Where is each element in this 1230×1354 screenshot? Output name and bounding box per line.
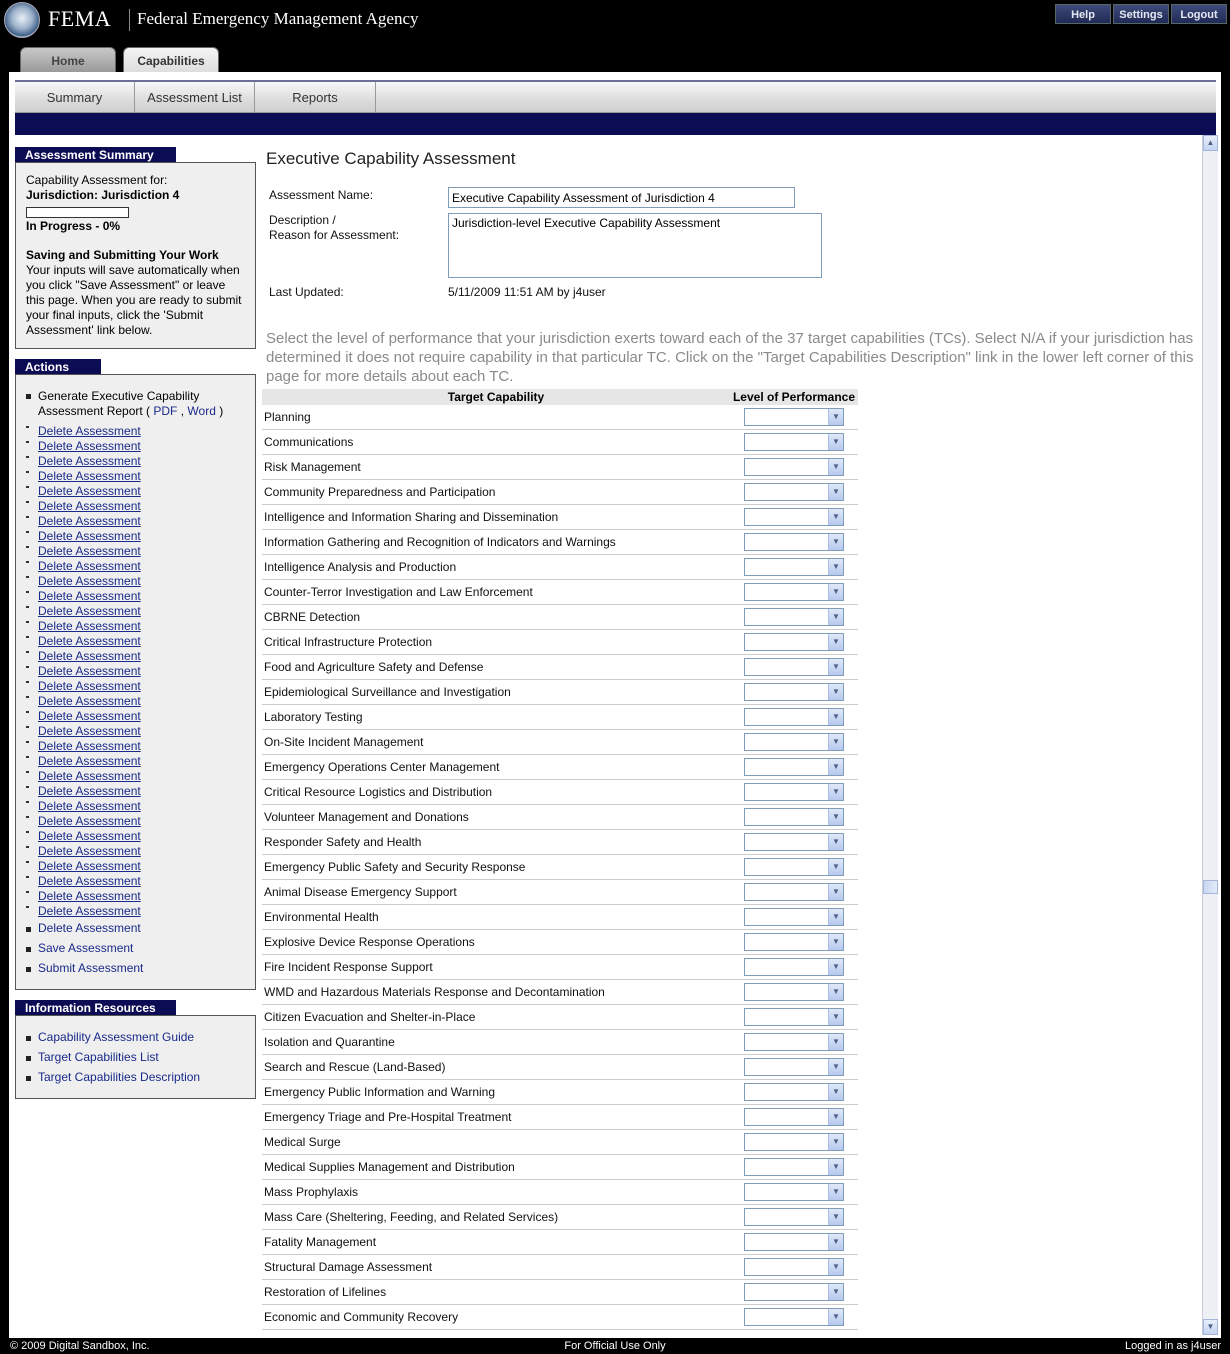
level-of-performance-select[interactable]: [744, 858, 844, 876]
table-row: [262, 1205, 858, 1230]
capability-name: Epidemiological Surveillance and Investigation: [264, 685, 511, 699]
chevron-down-icon[interactable]: ▼: [828, 1084, 843, 1100]
duplicate-delete-link[interactable]: Delete Assessment: [38, 529, 141, 543]
duplicate-delete-link[interactable]: Delete Assessment: [38, 829, 141, 843]
chevron-down-icon[interactable]: ▼: [828, 1209, 843, 1225]
table-row: [262, 1180, 858, 1205]
bullet-icon: [26, 456, 29, 458]
duplicate-delete-link[interactable]: Delete Assessment: [38, 604, 141, 618]
capability-name: Counter-Terror Investigation and Law Enforcement: [264, 585, 533, 599]
bullet-icon: [26, 756, 29, 758]
copyright-text: © 2009 Digital Sandbox, Inc.: [10, 1340, 150, 1352]
bullet-icon: [26, 471, 29, 473]
bullet-icon: [26, 726, 29, 728]
subnav-assessment-list[interactable]: Assessment List: [135, 82, 255, 113]
bullet-icon: [26, 546, 29, 548]
capability-name: CBRNE Detection: [264, 610, 361, 624]
jurisdiction-label: Jurisdiction: Jurisdiction 4: [26, 188, 180, 202]
header-divider: [129, 9, 130, 31]
level-of-performance-select[interactable]: [744, 1258, 844, 1276]
table-row: [262, 830, 858, 855]
table-row: [262, 1280, 858, 1305]
subnav-reports[interactable]: Reports: [255, 82, 376, 113]
description-textarea[interactable]: [448, 213, 822, 278]
actions-title: Actions: [15, 359, 101, 375]
chevron-down-icon[interactable]: ▼: [828, 409, 843, 425]
level-of-performance-select[interactable]: [744, 908, 844, 926]
chevron-down-icon[interactable]: ▼: [828, 1309, 843, 1325]
duplicate-delete-link[interactable]: Delete Assessment: [38, 694, 141, 708]
saving-line: this page. When you are ready to submit: [26, 293, 242, 307]
capability-name: Economic and Community Recovery: [264, 1310, 459, 1324]
bullet-icon: [26, 876, 29, 878]
table-row: [262, 705, 858, 730]
top-header: [0, 0, 1230, 72]
sub-navigation: [15, 80, 1216, 113]
duplicate-delete-link[interactable]: Delete Assessment: [38, 889, 141, 903]
chevron-down-icon[interactable]: ▼: [828, 1009, 843, 1025]
assessment-name-label: Assessment Name:: [269, 188, 374, 202]
chevron-down-icon[interactable]: ▼: [828, 684, 843, 700]
tab-home[interactable]: Home: [20, 47, 116, 72]
bullet-icon: [26, 947, 31, 952]
capability-name: Intelligence Analysis and Production: [264, 560, 457, 574]
table-row: [262, 955, 858, 980]
capability-name: Communications: [264, 435, 354, 449]
table-row: [262, 1055, 858, 1080]
level-of-performance-select[interactable]: [744, 608, 844, 626]
chevron-down-icon[interactable]: ▼: [828, 1159, 843, 1175]
reason-label: Reason for Assessment:: [269, 228, 400, 242]
capability-name: Critical Infrastructure Protection: [264, 635, 433, 649]
actions-panel: [15, 374, 256, 990]
bullet-icon: [26, 771, 29, 773]
saving-heading: Saving and Submitting Your Work: [26, 248, 219, 262]
chevron-down-icon[interactable]: ▼: [828, 1234, 843, 1250]
table-row: [262, 1305, 858, 1330]
level-of-performance-select[interactable]: [744, 1133, 844, 1151]
table-row: [262, 605, 858, 630]
capability-name: Medical Surge: [264, 1135, 341, 1149]
chevron-down-icon[interactable]: ▼: [828, 609, 843, 625]
level-of-performance-select[interactable]: [744, 758, 844, 776]
bullet-icon: [26, 681, 29, 683]
capability-name: Structural Damage Assessment: [264, 1260, 433, 1274]
table-row: [262, 530, 858, 555]
chevron-down-icon[interactable]: ▼: [828, 759, 843, 775]
level-of-performance-select[interactable]: [744, 833, 844, 851]
level-of-performance-select[interactable]: [744, 983, 844, 1001]
table-row: [262, 1130, 858, 1155]
description-label: Description /: [269, 213, 336, 227]
level-of-performance-select[interactable]: [744, 1108, 844, 1126]
progress-bar: [26, 207, 129, 218]
logout-button[interactable]: Logout: [1171, 4, 1227, 24]
instructions-text: Select the level of performance that your jurisdiction exerts toward each of the 37 target capabilities (TCs). Select N/A if your jurisdiction has determined it does not require capability in that particular TC. Click on the "Target Capabilities Description" link in the lower left corner of this page for more details about each TC.: [266, 330, 1194, 385]
chevron-down-icon[interactable]: ▼: [828, 509, 843, 525]
level-of-performance-select[interactable]: [744, 1083, 844, 1101]
table-row: [262, 780, 858, 805]
duplicate-delete-link[interactable]: Delete Assessment: [38, 844, 141, 858]
capability-name: Medical Supplies Management and Distribution: [264, 1160, 515, 1174]
capability-name: Information Gathering and Recognition of Indicators and Warnings: [264, 535, 616, 549]
bullet-icon: [26, 591, 29, 593]
capability-name: Volunteer Management and Donations: [264, 810, 469, 824]
table-row: [262, 480, 858, 505]
chevron-down-icon[interactable]: ▼: [828, 559, 843, 575]
submit-assessment-link[interactable]: Submit Assessment: [38, 961, 144, 975]
capability-name: Fatality Management: [264, 1235, 377, 1249]
level-of-performance-select[interactable]: [744, 508, 844, 526]
table-row: [262, 1005, 858, 1030]
bullet-icon: [26, 1036, 31, 1041]
capability-name: Animal Disease Emergency Support: [264, 885, 457, 899]
logged-in-user-text: Logged in as j4user: [1124, 1340, 1221, 1352]
bullet-icon: [26, 561, 29, 563]
generate-report-prefix: Assessment Report (: [38, 404, 151, 418]
chevron-down-icon[interactable]: ▼: [828, 1134, 843, 1150]
table-row: [262, 455, 858, 480]
capability-for-label: Capability Assessment for:: [26, 173, 168, 187]
duplicate-delete-link[interactable]: Delete Assessment: [38, 904, 141, 918]
chevron-down-icon[interactable]: ▼: [828, 909, 843, 925]
duplicate-delete-link[interactable]: Delete Assessment: [38, 439, 141, 453]
saving-line: Your inputs will save automatically when: [26, 263, 240, 277]
capability-name: Emergency Public Information and Warning: [264, 1085, 495, 1099]
level-of-performance-select[interactable]: [744, 933, 844, 951]
level-of-performance-select[interactable]: [744, 808, 844, 826]
capability-name: Laboratory Testing: [264, 710, 363, 724]
pdf-report-link[interactable]: PDF: [153, 404, 178, 418]
level-of-performance-select[interactable]: [744, 633, 844, 651]
level-of-performance-select[interactable]: [744, 683, 844, 701]
bullet-icon: [26, 741, 29, 743]
table-row: [262, 505, 858, 530]
settings-button[interactable]: Settings: [1113, 4, 1169, 24]
capability-name: On-Site Incident Management: [264, 735, 424, 749]
word-report-link[interactable]: Word: [187, 404, 216, 418]
help-button[interactable]: Help: [1055, 4, 1111, 24]
column-level-of-performance: Level of Performance: [732, 390, 856, 404]
bullet-icon: [26, 1076, 31, 1081]
duplicate-delete-link[interactable]: Delete Assessment: [38, 544, 141, 558]
capability-name: Mass Care (Sheltering, Feeding, and Related Services): [264, 1210, 559, 1224]
duplicate-delete-link[interactable]: Delete Assessment: [38, 679, 141, 693]
chevron-down-icon[interactable]: ▼: [828, 634, 843, 650]
table-row: [262, 930, 858, 955]
main-frame: [9, 72, 1221, 1338]
table-row: [262, 430, 858, 455]
duplicate-delete-link[interactable]: Delete Assessment: [38, 514, 141, 528]
scroll-up-arrow-icon[interactable]: ▲: [1203, 135, 1218, 151]
table-row: [262, 630, 858, 655]
level-of-performance-select[interactable]: [744, 1208, 844, 1226]
bullet-icon: [26, 927, 31, 932]
level-of-performance-select[interactable]: [744, 958, 844, 976]
table-row: [262, 805, 858, 830]
table-row: [262, 730, 858, 755]
duplicate-delete-link[interactable]: Delete Assessment: [38, 874, 141, 888]
bullet-icon: [26, 861, 29, 863]
chevron-down-icon[interactable]: ▼: [828, 959, 843, 975]
last-updated-label: Last Updated:: [269, 285, 344, 299]
target-capabilities-description-link[interactable]: Target Capabilities Description: [38, 1070, 201, 1084]
chevron-down-icon[interactable]: ▼: [828, 1109, 843, 1125]
duplicate-delete-link[interactable]: Delete Assessment: [38, 709, 141, 723]
chevron-down-icon[interactable]: ▼: [828, 809, 843, 825]
tab-capabilities[interactable]: Capabilities: [123, 47, 219, 72]
level-of-performance-select[interactable]: [744, 783, 844, 801]
generate-report-label: Generate Executive Capability: [38, 389, 200, 403]
chevron-down-icon[interactable]: ▼: [828, 1284, 843, 1300]
duplicate-delete-link[interactable]: Delete Assessment: [38, 454, 141, 468]
duplicate-delete-link[interactable]: Delete Assessment: [38, 589, 141, 603]
duplicate-delete-link[interactable]: Delete Assessment: [38, 769, 141, 783]
chevron-down-icon[interactable]: ▼: [828, 934, 843, 950]
assessment-summary-title: Assessment Summary: [15, 147, 176, 163]
bullet-icon: [26, 801, 29, 803]
capability-name: Explosive Device Response Operations: [264, 935, 475, 949]
duplicate-delete-link[interactable]: Delete Assessment: [38, 664, 141, 678]
bullet-icon: [26, 846, 29, 848]
footer: [0, 1338, 1230, 1354]
bullet-icon: [26, 891, 29, 893]
bullet-icon: [26, 816, 29, 818]
scroll-down-arrow-icon[interactable]: ▼: [1203, 1319, 1218, 1335]
table-row: [262, 1255, 858, 1280]
level-of-performance-select[interactable]: [744, 1033, 844, 1051]
table-row: [262, 1155, 858, 1180]
level-of-performance-select[interactable]: [744, 583, 844, 601]
table-row: [262, 980, 858, 1005]
level-of-performance-select[interactable]: [744, 558, 844, 576]
table-row: [262, 680, 858, 705]
capability-name: WMD and Hazardous Materials Response and Decontamination: [264, 985, 605, 999]
bullet-icon: [26, 486, 29, 488]
duplicate-delete-link[interactable]: Delete Assessment: [38, 634, 141, 648]
close-paren: ): [219, 404, 224, 418]
level-of-performance-select[interactable]: [744, 1158, 844, 1176]
chevron-down-icon[interactable]: ▼: [828, 709, 843, 725]
level-of-performance-select[interactable]: [744, 1183, 844, 1201]
capability-name: Isolation and Quarantine: [264, 1035, 395, 1049]
bullet-icon: [26, 696, 29, 698]
chevron-down-icon[interactable]: ▼: [828, 1184, 843, 1200]
saving-line: Assessment' link below.: [26, 323, 153, 337]
duplicate-delete-link[interactable]: Delete Assessment: [38, 739, 141, 753]
assessment-name-input[interactable]: [448, 187, 795, 208]
level-of-performance-select[interactable]: [744, 533, 844, 551]
delete-assessment-link[interactable]: Delete Assessment: [38, 921, 141, 935]
table-row: [262, 880, 858, 905]
last-updated-value: 5/11/2009 11:51 AM by j4user: [448, 285, 606, 299]
chevron-down-icon[interactable]: ▼: [828, 734, 843, 750]
capability-assessment-guide-link[interactable]: Capability Assessment Guide: [38, 1030, 195, 1044]
bullet-icon: [26, 531, 29, 533]
bullet-icon: [26, 516, 29, 518]
duplicate-delete-link[interactable]: Delete Assessment: [38, 484, 141, 498]
capability-name: Mass Prophylaxis: [264, 1185, 359, 1199]
duplicate-delete-link[interactable]: Delete Assessment: [38, 724, 141, 738]
capability-name: Responder Safety and Health: [264, 835, 422, 849]
chevron-down-icon[interactable]: ▼: [828, 834, 843, 850]
table-header: [262, 389, 858, 405]
level-of-performance-select[interactable]: [744, 658, 844, 676]
duplicate-delete-link[interactable]: Delete Assessment: [38, 559, 141, 573]
chevron-down-icon[interactable]: ▼: [828, 1034, 843, 1050]
level-of-performance-select[interactable]: [744, 708, 844, 726]
capability-name: Emergency Public Safety and Security Response: [264, 860, 526, 874]
chevron-down-icon[interactable]: ▼: [828, 659, 843, 675]
duplicate-delete-link[interactable]: Delete Assessment: [38, 754, 141, 768]
bullet-icon: [26, 831, 29, 833]
bullet-icon: [26, 967, 31, 972]
column-target-capability: Target Capability: [447, 390, 545, 404]
generate-report-line2: [38, 404, 223, 419]
page-title: Executive Capability Assessment: [266, 149, 516, 168]
duplicate-delete-link[interactable]: Delete Assessment: [38, 814, 141, 828]
duplicate-delete-link[interactable]: Delete Assessment: [38, 574, 141, 588]
chevron-down-icon[interactable]: ▼: [828, 484, 843, 500]
capability-name: Risk Management: [264, 460, 361, 474]
table-row: [262, 405, 858, 430]
duplicate-delete-link[interactable]: Delete Assessment: [38, 619, 141, 633]
level-of-performance-select[interactable]: [744, 458, 844, 476]
level-of-performance-select[interactable]: [744, 1058, 844, 1076]
information-resources-title: Information Resources: [15, 1000, 176, 1016]
dhs-seal-logo: [4, 2, 40, 38]
progress-status: In Progress - 0%: [26, 219, 121, 233]
blue-banner: [15, 113, 1216, 135]
assessment-summary-panel: [15, 162, 256, 349]
comma-separator: ,: [180, 404, 185, 418]
bullet-icon: [26, 576, 29, 578]
chevron-down-icon[interactable]: ▼: [828, 434, 843, 450]
table-row: [262, 1230, 858, 1255]
bullet-icon: [26, 1056, 31, 1061]
bullet-icon: [26, 786, 29, 788]
table-row: [262, 1105, 858, 1130]
bullet-icon: [26, 394, 31, 399]
duplicate-delete-link[interactable]: Delete Assessment: [38, 784, 141, 798]
level-of-performance-select[interactable]: [744, 883, 844, 901]
table-row: [262, 1030, 858, 1055]
chevron-down-icon[interactable]: ▼: [828, 1059, 843, 1075]
bullet-icon: [26, 426, 29, 428]
fema-logo-text: FEMA: [48, 6, 112, 31]
chevron-down-icon[interactable]: ▼: [828, 884, 843, 900]
saving-line: your final inputs, click the 'Submit: [26, 308, 204, 322]
table-row: [262, 555, 858, 580]
level-of-performance-select[interactable]: [744, 1233, 844, 1251]
bullet-icon: [26, 636, 29, 638]
chevron-down-icon[interactable]: ▼: [828, 1259, 843, 1275]
duplicate-delete-link[interactable]: Delete Assessment: [38, 424, 141, 438]
subnav-summary[interactable]: Summary: [15, 82, 135, 113]
saving-line: you click "Save Assessment" or leave: [26, 278, 226, 292]
official-use-text: For Official Use Only: [564, 1340, 666, 1352]
duplicate-delete-link[interactable]: Delete Assessment: [38, 799, 141, 813]
capability-name: Fire Incident Response Support: [264, 960, 433, 974]
level-of-performance-select[interactable]: [744, 483, 844, 501]
bullet-icon: [26, 606, 29, 608]
target-capabilities-list-link[interactable]: Target Capabilities List: [38, 1050, 159, 1064]
capability-name: Food and Agriculture Safety and Defense: [264, 660, 484, 674]
bullet-icon: [26, 441, 29, 443]
chevron-down-icon[interactable]: ▼: [828, 984, 843, 1000]
table-row: [262, 755, 858, 780]
level-of-performance-select[interactable]: [744, 433, 844, 451]
bullet-icon: [26, 621, 29, 623]
bullet-icon: [26, 666, 29, 668]
duplicate-delete-link[interactable]: Delete Assessment: [38, 469, 141, 483]
scrollbar-thumb[interactable]: [1203, 880, 1218, 894]
bullet-icon: [26, 906, 29, 908]
table-row: [262, 905, 858, 930]
save-assessment-link[interactable]: Save Assessment: [38, 941, 134, 955]
duplicate-delete-link[interactable]: Delete Assessment: [38, 649, 141, 663]
capability-name: Critical Resource Logistics and Distribution: [264, 785, 493, 799]
level-of-performance-select[interactable]: [744, 733, 844, 751]
capability-name: Emergency Operations Center Management: [264, 760, 500, 774]
bullet-icon: [26, 501, 29, 503]
table-row: [262, 655, 858, 680]
level-of-performance-select[interactable]: [744, 1283, 844, 1301]
capability-name: Planning: [264, 410, 311, 424]
capability-name: Community Preparedness and Participation: [264, 485, 496, 499]
table-row: [262, 1080, 858, 1105]
level-of-performance-select[interactable]: [744, 1008, 844, 1026]
duplicate-delete-link[interactable]: Delete Assessment: [38, 499, 141, 513]
chevron-down-icon[interactable]: ▼: [828, 584, 843, 600]
capability-name: Restoration of Lifelines: [264, 1285, 387, 1299]
vertical-scrollbar[interactable]: [1202, 135, 1218, 1335]
bullet-icon: [26, 651, 29, 653]
capability-name: Citizen Evacuation and Shelter-in-Place: [264, 1010, 476, 1024]
capability-name: Intelligence and Information Sharing and Dissemination: [264, 510, 559, 524]
duplicate-delete-link[interactable]: Delete Assessment: [38, 859, 141, 873]
level-of-performance-select[interactable]: [744, 408, 844, 426]
capability-name: Environmental Health: [264, 910, 379, 924]
level-of-performance-select[interactable]: [744, 1308, 844, 1326]
chevron-down-icon[interactable]: ▼: [828, 784, 843, 800]
agency-name: Federal Emergency Management Agency: [137, 9, 419, 28]
information-resources-panel: [15, 1015, 256, 1099]
capability-name: Search and Rescue (Land-Based): [264, 1060, 446, 1074]
chevron-down-icon[interactable]: ▼: [828, 534, 843, 550]
chevron-down-icon[interactable]: ▼: [828, 459, 843, 475]
table-row: [262, 855, 858, 880]
table-row: [262, 580, 858, 605]
chevron-down-icon[interactable]: ▼: [828, 859, 843, 875]
capability-name: Emergency Triage and Pre-Hospital Treatment: [264, 1110, 512, 1124]
bullet-icon: [26, 711, 29, 713]
